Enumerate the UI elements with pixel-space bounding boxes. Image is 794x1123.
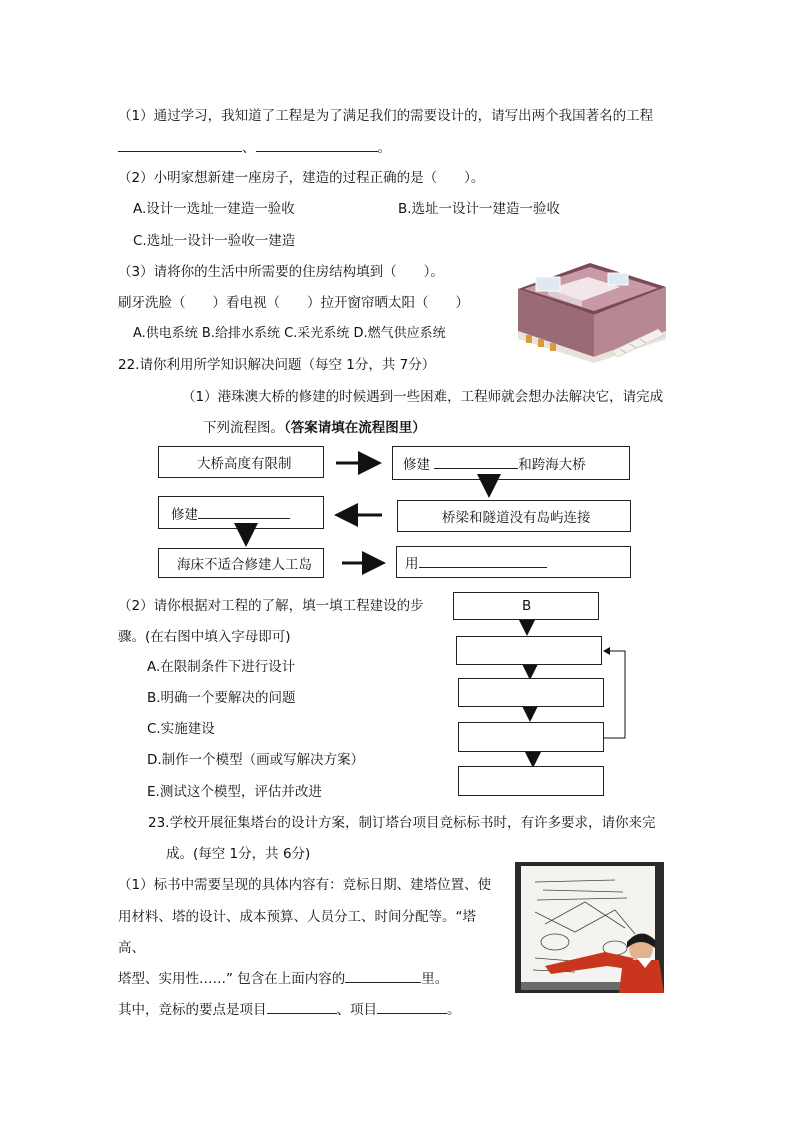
- step-option: B.明确一个要解决的问题: [147, 690, 296, 706]
- flow-box-seabed: 海床不适合修建人工岛: [158, 548, 324, 578]
- q21-part3-stem: （3）请将你的生活中所需要的住房结构填到（ ）。: [118, 264, 444, 280]
- step-box-1[interactable]: B: [453, 592, 599, 620]
- q22-part1-line2: 下列流程图。（答案请填在流程图里）: [203, 420, 426, 436]
- q21-part3-options: A.供电系统 B.给排水系统 C.采光系统 D.燃气供应系统: [133, 326, 446, 341]
- step-option: C.实施建设: [147, 721, 215, 737]
- step-box-5[interactable]: [458, 766, 604, 796]
- flow-box-build-bridge: 修建 和跨海大桥: [392, 446, 630, 480]
- q23-part1-line1: （1）标书中需要呈现的具体内容有：竞标日期、建塔位置、使: [118, 877, 492, 893]
- answer-blank[interactable]: [118, 137, 242, 152]
- answer-blank[interactable]: [198, 504, 290, 519]
- q23-part1-line5: 其中，竞标的要点是项目 、项目 。: [118, 998, 461, 1018]
- answer-blank[interactable]: [434, 454, 518, 469]
- q23-header-line2: 成。(每空 1分，共 6分): [166, 846, 311, 862]
- q22-part2-line1: （2）请你根据对工程的了解，填一填工程建设的步: [118, 598, 424, 614]
- arrow-left-icon: [603, 647, 610, 655]
- flow-box-no-island: 桥梁和隧道没有岛屿连接: [397, 500, 631, 532]
- answer-blank[interactable]: [419, 553, 547, 568]
- q23-part1-line3: 高、: [118, 940, 145, 956]
- q21-part3-items: 刷牙洗脸（ ）看电视（ ）拉开窗帘晒太阳（ ）: [118, 295, 469, 311]
- step-box-4[interactable]: [458, 722, 604, 752]
- flow-box-build-island: 修建: [158, 496, 324, 529]
- step-option: E.测试这个模型，评估并改进: [147, 784, 322, 800]
- student-whiteboard-photo: [515, 862, 664, 993]
- q22-part1-line1: （1）港珠澳大桥的修建的时候遇到一些困难，工程师就会想办法解决它，请完成: [182, 389, 664, 405]
- feedback-loop-line: [604, 651, 625, 738]
- q21-part1-line1: （1）通过学习，我知道了工程是为了满足我们的需要设计的，请写出两个我国著名的工程: [118, 108, 654, 124]
- q21-part2-option-c: C.选址一设计一验收一建造: [133, 233, 296, 249]
- flow-box-height-limit: 大桥高度有限制: [158, 446, 324, 478]
- q21-part1-answer-line: 、 。: [118, 136, 391, 156]
- answer-blank[interactable]: [256, 137, 378, 152]
- q23-part1-line2: 用材料、塔的设计、成本预算、人员分工、时间分配等。“塔: [118, 909, 476, 925]
- flow-box-use: 用: [396, 546, 631, 578]
- step-box-3[interactable]: [458, 678, 604, 707]
- step-box-2[interactable]: [456, 636, 602, 665]
- house-structure-illustration: [508, 259, 672, 363]
- q22-part2-line2: 骤。(在右图中填入字母即可): [118, 629, 291, 645]
- q21-part2-option-b: B.选址一设计一建造一验收: [398, 201, 561, 217]
- q23-header-line1: 23.学校开展征集塔台的设计方案，制订塔台项目竞标标书时，有许多要求，请你来完: [148, 815, 656, 831]
- step-option: A.在限制条件下进行设计: [147, 659, 296, 675]
- q21-part2-stem: （2）小明家想新建一座房子，建造的过程正确的是（ ）。: [118, 170, 485, 186]
- q21-part2-option-a: A.设计一选址一建造一验收: [133, 201, 295, 217]
- step-option: D.制作一个模型（画或写解决方案）: [147, 752, 365, 768]
- answer-blank[interactable]: [377, 999, 447, 1014]
- q22-header: 22.请你利用所学知识解决问题（每空 1分，共 7分）: [118, 357, 436, 373]
- answer-blank[interactable]: [345, 968, 421, 983]
- answer-blank[interactable]: [267, 999, 337, 1014]
- q23-part1-line4: 塔型、实用性……” 包含在上面内容的 里。: [118, 967, 448, 987]
